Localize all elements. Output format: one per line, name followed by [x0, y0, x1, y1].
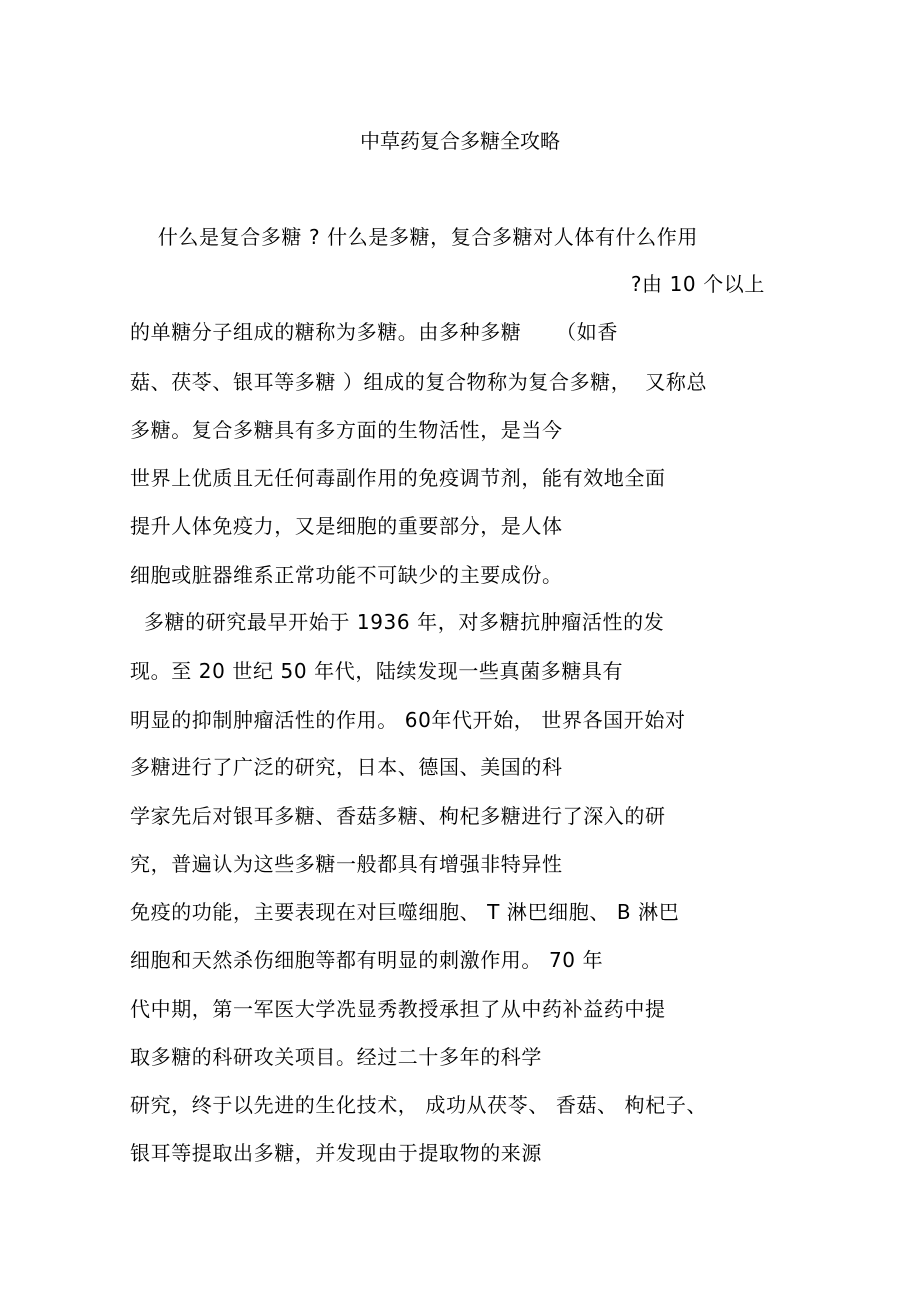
body-line-19: 研究，终于以先进的生化技术， 成功从茯苓、 香菇、 枸杞子、	[130, 1093, 708, 1117]
body-line-11: 明显的抑制肿瘤活性的作用。 60年代开始， 世界各国开始对	[130, 708, 686, 732]
page-title: 中草药复合多糖全攻略	[360, 129, 560, 153]
body-line-8: 细胞或脏器维系正常功能不可缺少的主要成份。	[130, 563, 563, 587]
body-line-10: 现。至 20 世纪 50 年代，陆续发现一些真菌多糖具有	[130, 659, 624, 683]
body-line-1: 什么是复合多糖 ? 什么是多糖，复合多糖对人体有什么作用	[130, 225, 698, 249]
body-line-12: 多糖进行了广泛的研究，日本、德国、美国的科	[130, 755, 563, 779]
body-line-20: 银耳等提取出多糖，并发现由于提取物的来源	[130, 1141, 542, 1165]
body-line-2: ?由 10 个以上	[630, 272, 765, 296]
body-line-15: 免疫的功能，主要表现在对巨噬细胞、 T 淋巴细胞、 B 淋巴	[130, 900, 680, 924]
body-line-7: 提升人体免疫力，又是细胞的重要部分，是人体	[130, 514, 563, 538]
body-line-9: 多糖的研究最早开始于 1936 年，对多糖抗肿瘤活性的发	[130, 610, 665, 634]
body-line-18: 取多糖的科研攻关项目。经过二十多年的科学	[130, 1045, 542, 1069]
body-line-14: 究，普遍认为这些多糖一般都具有增强非特异性	[130, 852, 563, 876]
body-line-13: 学家先后对银耳多糖、香菇多糖、枸杞多糖进行了深入的研	[130, 804, 666, 828]
body-line-16: 细胞和天然杀伤细胞等都有明显的刺激作用。 70 年	[130, 948, 604, 972]
body-line-4: 菇、茯苓、银耳等多糖 ）组成的复合物称为复合多糖， 又称总	[130, 370, 708, 394]
body-line-6: 世界上优质且无任何毒副作用的免疫调节剂，能有效地全面	[130, 466, 666, 490]
body-line-3: 的单糖分子组成的糖称为多糖。由多种多糖 （如香	[130, 320, 618, 344]
body-line-5: 多糖。复合多糖具有多方面的生物活性，是当今	[130, 418, 563, 442]
body-line-17: 代中期，第一军医大学冼显秀教授承担了从中药补益药中提	[130, 997, 666, 1021]
